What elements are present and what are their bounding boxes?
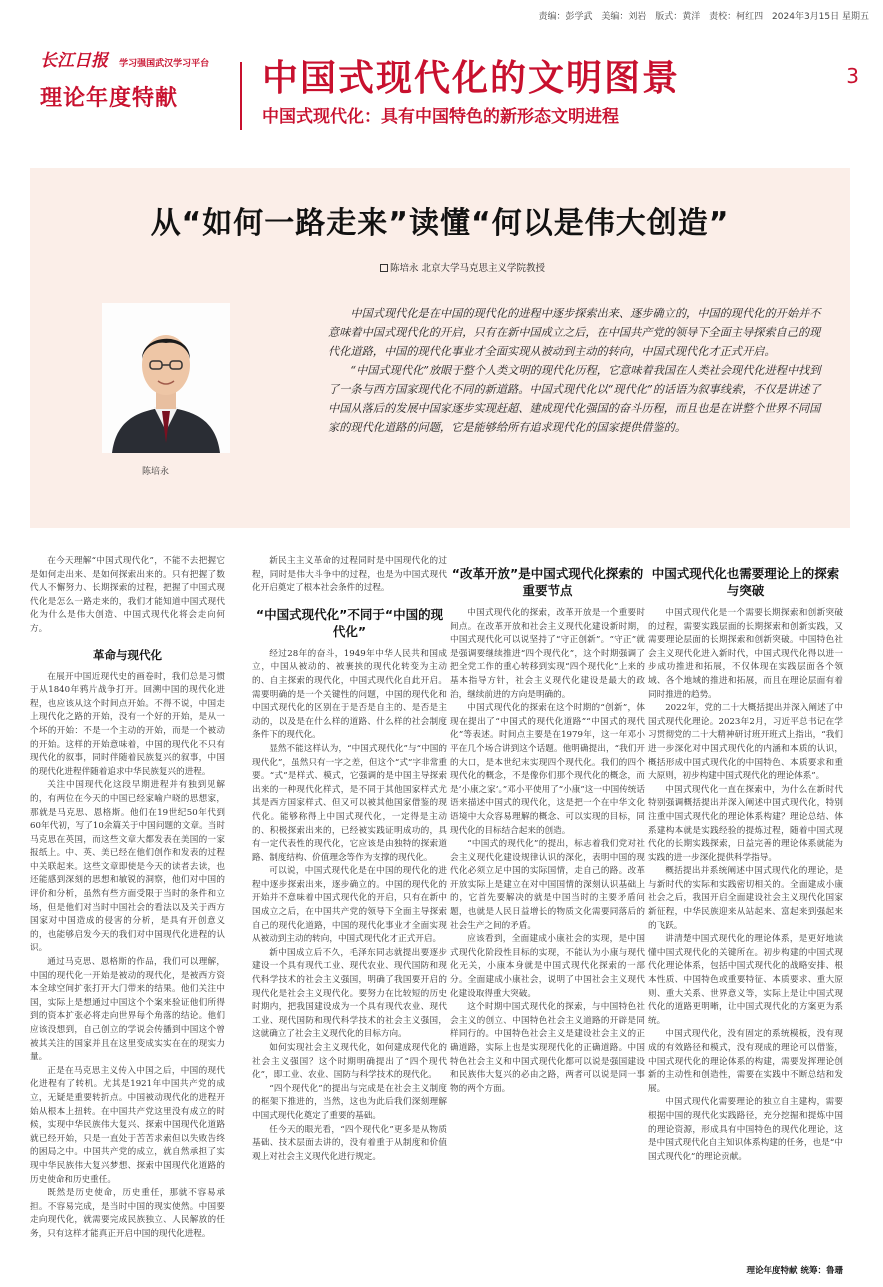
body-paragraph: 中国式现代化的探索在这个时期的“创新”，体现在提出了“中国式的现代化道路”“中国式的现代化”等表述。时间点主要是在1979年，这一年邓小平在几个场合讲到这个话题。他明确提出，“我们开的大口，是本世纪末实现四个现代化。我们的四个现代化的概念，不是像你们那个现代化的概念，而是‘小康之家’。”邓小平使用了“小康”这一中国传统话语来描述中国式的现代化，这是把一个在中华文化语境中大众容易理解的概念、可以实现的目标，同现代化的目标结合起来的创造。 xyxy=(450,703,645,836)
author-photo xyxy=(102,303,230,453)
section-heading-revolution: 革命与现代化 xyxy=(93,647,162,662)
body-paragraph: “中国式的现代化”的提出，标志着我们党对社会主义现代化建设规律认识的深化，表明中国的现代化必须立足中国的实际国情，走自己的路。改革开放实际上是建立在对中国国情的深刻认识基础上的，它首先要解决的就是中国当时的主要矛盾问题，也就是人民日益增长的物质文化需要同落后的社会生产之间的矛盾。 xyxy=(450,839,645,931)
body-paragraph: 概括提出并系统阐述中国式现代化的理论，是与新时代的实际和实践密切相关的。全面建成小康社会之后，我国开启全面建设社会主义现代化国家新征程，中华民族迎来从站起来、富起来到强起来的飞跃。 xyxy=(648,866,843,931)
body-paragraph: 应该看到，全面建成小康社会的实现，是中国式现代化阶段性目标的实现，不能认为小康与现代化无关，小康本身就是中国式现代化探索的一部分。全面建成小康社会，说明了中国社会主义现代化建设取得重大突破。 xyxy=(450,934,645,999)
photo-caption: 陈培永 xyxy=(142,467,170,477)
art-credit: 美编：刘岩 xyxy=(601,12,647,22)
series-title: 中国式现代化的文明图景 xyxy=(262,58,681,99)
body-paragraph: 2022年，党的二十大概括提出并深入阐述了中国式现代化理论。2023年2月，习近平总书记在学习贯彻党的二十大精神研讨班开班式上指出，“我们进一步深化对中国式现代化的内涵和本质的认识，概括形成中国式现代化的中国特色、本质要求和重大原则，初步构建中国式现代化的理论体系”。 xyxy=(648,703,843,782)
article-hero xyxy=(30,168,850,528)
author-portrait-icon xyxy=(102,303,230,453)
layout-credit: 版式：黄洋 xyxy=(655,12,701,22)
series-subtitle: 中国式现代化：具有中国特色的新形态文明进程 xyxy=(262,107,619,127)
newspaper-logo: 长江日报 xyxy=(40,51,108,71)
issue-date: 2024年3月15日 星期五 xyxy=(772,12,869,22)
body-paragraph: 正是在马克思主义传入中国之后，中国的现代化进程有了转机。尤其是1921年中国共产党的成立，无疑是重要转折点。中国被动现代化的进程开始从根本上扭转。在中国共产党这里没有成立的时候，实现中华民族伟大复兴、探索中国现代化道路就已经开始，只是一直处于苦苦求索但以失败告终的困局之中。中国共产党的成立，就自然承担了实现中华民族伟大复兴梦想、探索中国现代化道路的历史使命和历史重任。 xyxy=(30,1065,225,1185)
body-paragraph: 中国式现代化是一个需要长期探索和创新突破的过程，需要实践层面的长期探索和创新实践，又需要理论层面的长期探索和创新突破。中国特色社会主义现代化进入新时代，中国式现代化得以进一步成功推进和拓展，不仅体现在实践层面各个领域、各个地域的推进和拓展，而且在理论层面有着同时推进的趋势。 xyxy=(648,608,843,700)
body-paragraph: 可以说，中国式现代化是在中国的现代化的进程中逐步探索出来，逐步确立的。中国的现代化的开始并不意味着中国式现代化的开启，只有在新中国成立之后，在中国共产党的领导下全面主导探索自己的现代化道路，中国的现代化事业才全面实现从被动到主动的转向，中国式现代化才正式开启。 xyxy=(252,866,447,945)
brand-block xyxy=(40,46,240,112)
body-paragraph: 关注中国现代化这段早期进程并有独到见解的，有两位在今天的中国已经家喻户晓的思想家，那就是马克思、恩格斯。他们在19世纪50年代到60年代初，写了10余篇关于中国问题的文章。当时马克思在英国，而这些文章大都发表在美国的一家报纸上。中、英、美已经在他们创作和发表的过程中关联起来。这些文章即使是今天的读者去读，也还能感到深刻的思想和敏锐的洞察，他们对中国的评价和分析，虽然有些方面受限于当时的条件和立场，但是他们对当时中国社会的看法以及关于西方国家对中国造成的侵害的分析，是具有开创意义的，也能够启发今天的我们对中国现代化进程的认识。 xyxy=(30,780,225,954)
byline xyxy=(380,260,545,274)
body-paragraph: “四个现代化”的提出与完成是在社会主义制度的框架下推进的，当然，这也为此后我们深刻理解中国式现代化奠定了重要的基础。 xyxy=(252,1083,447,1121)
section-heading-chinese-style: “中国式现代化”不同于“中国的现代化” xyxy=(255,606,444,639)
body-paragraph: 经过28年的奋斗，1949年中华人民共和国成立，中国从被动的、被裹挟的现代化转变为主动的、自主探索的现代化，中国式现代化自此开启。需要明确的是一个关键性的问题，中国的现代化和中国式现代化的区别在于是否是自主的、是否是主动的，以及是在什么样的道路、什么样的社会制度条件下的现代化。 xyxy=(252,648,447,741)
body-paragraph: 既然是历史使命，历史重任，那就不容易承担。不容易完成，是当时中国的现实使然。中国要走向现代化，就需要完成民族独立、人民解放的任务，只有这样才能真正开启中国的现代化进程。 xyxy=(30,1188,225,1239)
body-paragraph: 讲清楚中国式现代化的理论体系，是更好地读懂中国式现代化的关键所在。初步构建的中国式现代化理论体系，包括中国式现代化的战略安排、根本性质、中国特色或重要特征、本质要求、重大原则、重大关系、世界意义等，实际上是让中国式现代化的道路更明晰，让中国式现代化的方案更为系统。 xyxy=(648,934,843,1026)
editor-signoff: 理论年度特献 统筹：鲁珊 xyxy=(746,1266,843,1276)
body-paragraph: 显然不能这样认为，“中国式现代化”与“中国的现代化”，虽然只有一字之差，但这个“式”字非常重要。“式”是样式、模式，它强调的是中国主导探索出来的一种现代化样式，是不同于其他国家样式尤其是西方国家样式、但又可以被其他国家借鉴的现代化。能够称得上中国式现代化，一定得是主动的、积极探索出来的，已经被实践证明成功的，具有一定代表性的现代化，它应该是由独特的探索道路、制度结构、价值理念等作为支撑的现代化。 xyxy=(252,743,447,863)
platform-label: 学习强国武汉学习平台 xyxy=(119,59,210,69)
section-label: 理论年度特献 xyxy=(40,86,179,111)
body-paragraph: 中国式现代化，没有固定的系统模板，没有现成的有效路径和模式，没有现成的理论可以借鉴，中国式现代化的理论体系的构建，需要发挥理论创新的主动性和创造性，需要在实践中不断总结和发展。 xyxy=(648,1029,843,1094)
byline-marker-icon xyxy=(380,264,388,272)
body-paragraph: 如何实现社会主义现代化，如何建成现代化的社会主义强国？这个时期明确提出了“四个现代化”，即工业、农业、国防与科学技术的现代化。 xyxy=(252,1043,447,1081)
body-paragraph: 通过马克思、恩格斯的作品，我们可以理解，中国的现代化一开始是被动的现代化，是被西方资本全球空间扩张打开大门带来的结果。他们关注中国，实际上是想通过中国这个个案来验证他们所得到的资本扩张必将走向世界每个角落的结论。他们应该没想到，自己创立的学说会传播到中国这个曾被其关注的国家并且在这里变成实实在在的现实力量。 xyxy=(30,957,225,1063)
body-paragraph: 中国式现代化需要理论的独立自主建构，需要根据中国的现代化实践路径，充分挖掘和提炼中国的理论资源，形成具有中国特色的现代化理论，这是中国式现代化自主知识体系构建的任务，也是“中国式现代化”的理论贡献。 xyxy=(648,1097,843,1162)
intro-paragraph: 中国式现代化是在中国的现代化的进程中逐步探索出来、逐步确立的，中国的现代化的开始并不意味着中国式现代化的开启，只有在新中国成立之后，在中国共产党的领导下全面主导探索自己的现代化道路，中国的现代化事业才全面实现从被动到主动的转向，中国式现代化才正式开启。 xyxy=(328,307,821,358)
page-header-meta xyxy=(0,0,883,20)
body-paragraph: 这个时期中国式现代化的探索，与中国特色社会主义的创立、中国特色社会主义道路的开辟是同样同行的。中国特色社会主义是建设社会主义的正确道路，实际上也是实现现代化的正确道路。中国特色社会主义和中国式现代化都可以说是强国建设和民族伟大复兴的必由之路，两者可以说是同一事物的两个方面。 xyxy=(450,1002,645,1094)
section-heading-theory: 中国式现代化也需要理论上的探索与突破 xyxy=(651,566,840,598)
byline-text: 陈培永 北京大学马克思主义学院教授 xyxy=(390,263,546,274)
editor-credit: 责编：彭学武 xyxy=(538,12,593,22)
body-column-4 xyxy=(648,555,843,1275)
body-column-2 xyxy=(252,555,447,1275)
body-column-1 xyxy=(30,555,225,1275)
body-paragraph: 中国式现代化的探索，改革开放是一个重要时间点。在改革开放和社会主义现代化建设新时期，中国式现代化可以说坚持了“守正创新”。“守正”就是强调要继续推进“四个现代化”，这个时期强调了把全党工作的重心转移到实现“四个现代化”上来的基本指导方针，社会主义现代化建设是最大的政治，继续前进的方向是明确的。 xyxy=(450,608,645,700)
page-number: 3 xyxy=(846,64,859,88)
body-column-3 xyxy=(450,555,645,1275)
body-paragraph: 新中国成立后不久，毛泽东同志就提出要逐步建设一个具有现代工业、现代农业、现代国防和现代科学技术的社会主义强国，明确了我国要开启的现代化是社会主义现代化。要努力在比较短的历史时期内，把我国建设成为一个具有现代农业、现代工业、现代国防和现代科学技术的社会主义强国，这就确立了社会主义现代化的目标方向。 xyxy=(252,947,447,1040)
body-paragraph: 中国式现代化一直在探索中，为什么在新时代特别强调概括提出并深入阐述中国式现代化，特别注重中国式现代化的理论体系构建？理论总结、体系建构本就是实践经验的提炼过程，随着中国式现代化的长期实践探索，日益完善的理论体系就能为实践的进一步深化提供科学指导。 xyxy=(648,784,843,863)
body-paragraph: 在今天理解“中国式现代化”，不能不去把握它是如何走出来、是如何探索出来的。只有把握了数代人不懈努力、长期探索的过程，把握了中国式现代化是怎么一路走来的，我们才能知道中国式现代化为什么是伟大创造、中国式现代化将会走向何方。 xyxy=(30,556,225,634)
body-paragraph: 在展开中国近现代史的画卷时，我们总是习惯于从1840年鸦片战争打开。回溯中国的现代化进程，也应该从这个时间点开始。不得不说，中国走上现代化之路的开始，没有一个好的开始，是从一个坏的开始：不是一个主动的开始，而是一个被动的开始。这样的开始意味着，中国的现代化不只有现代化的叙事，同时伴随着民族复兴的叙事，中国的现代化进程伴随着追求中华民族复兴的进程。 xyxy=(30,671,225,777)
body-paragraph: 任今天的眼光看，“四个现代化”更多是从物质基础、技术层面去讲的，没有着重于从制度和价值观上对社会主义现代化进行规定。 xyxy=(252,1124,447,1162)
section-heading-reform: “改革开放”是中国式现代化探索的重要节点 xyxy=(451,566,644,598)
masthead xyxy=(0,20,883,135)
article-intro xyxy=(328,304,828,437)
proof-credit: 责校：柯红四 xyxy=(709,12,764,22)
masthead-divider xyxy=(240,62,242,130)
article-headline: 从“如何一路走来”读懂“何以是伟大创造” xyxy=(150,206,730,241)
intro-paragraph: “中国式现代化”放眼于整个人类文明的现代化历程，它意味着我国在人类社会现代化进程中找到了一条与西方国家现代化不同的新道路。中国式现代化以“现代化”的话语为叙事线索，不仅是讲述了中国从落后的发展中国家逐步实现赶超、建成现代化强国的奋斗历程，而且也是在讲整个世界不同国家的现代化道路的问题，它是能够给所有追求现代化的国家提供借鉴的。 xyxy=(328,364,821,434)
body-paragraph: 新民主主义革命的过程同时是中国现代化的过程，同时是伟大斗争中的过程，也是为中国式现代化开启奠定了根本社会条件的过程。 xyxy=(252,556,447,594)
